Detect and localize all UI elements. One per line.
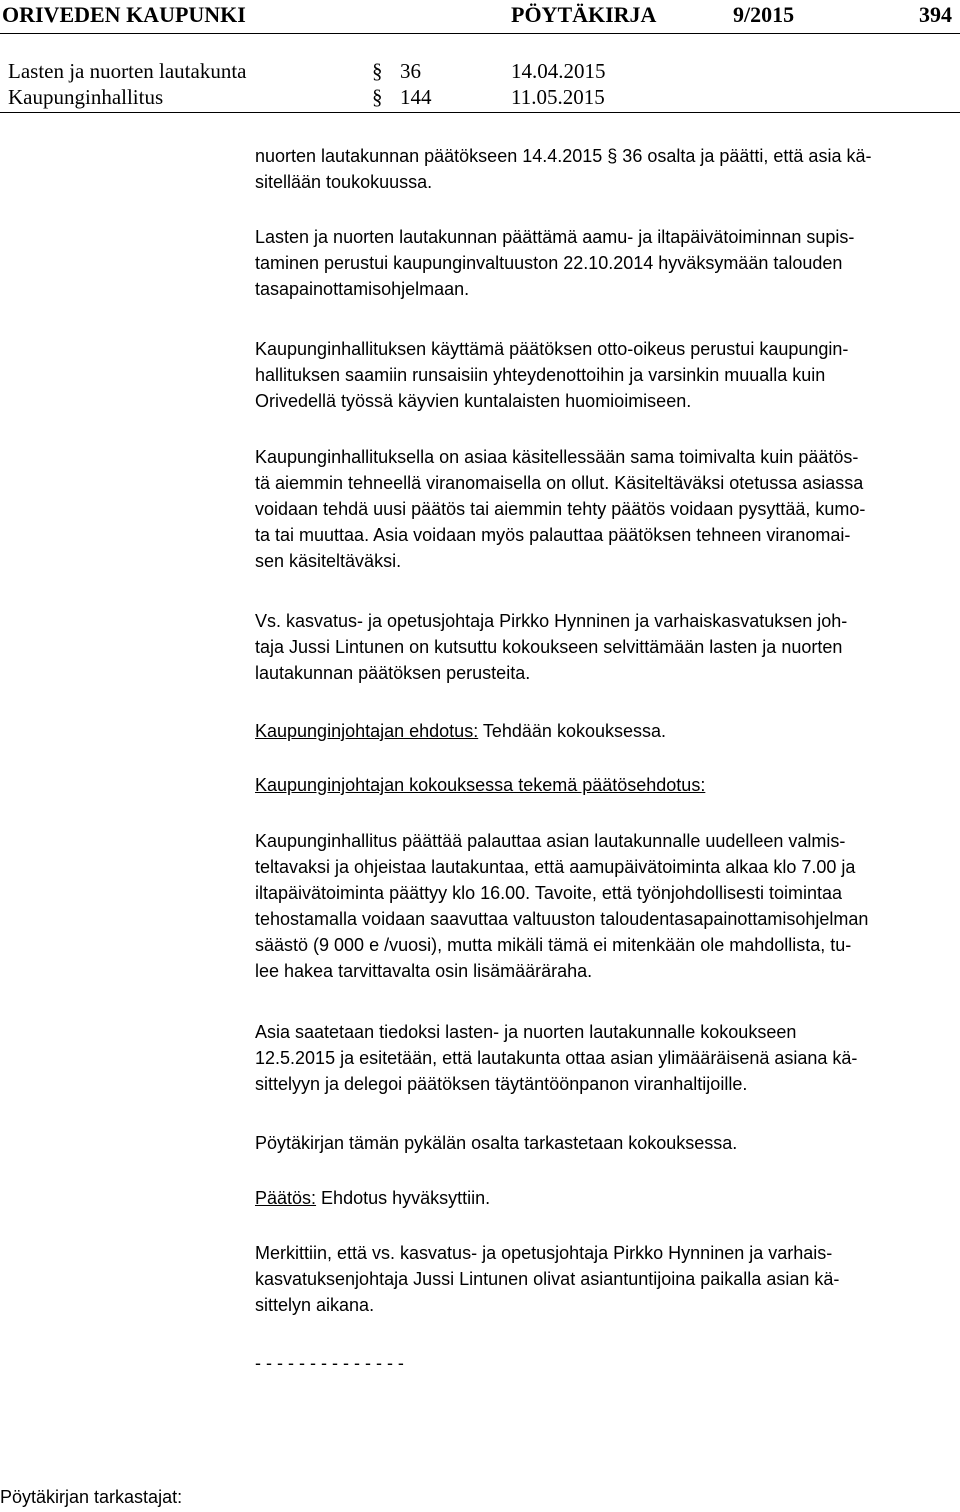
paragraph-9 — [255, 1240, 960, 1318]
meta-number-2: 144 — [400, 85, 432, 109]
separator-dashes: - - - - - - - - - - - - - - — [255, 1353, 404, 1373]
paragraph-line: taminen perustui kaupunginvaltuuston 22.10.2014 hyväksymään talouden — [255, 253, 843, 273]
paragraph-line: tasapainottamisohjelmaan. — [255, 279, 470, 299]
issue-number: 9/2015 — [733, 2, 795, 27]
section-mark-2: § — [372, 85, 383, 109]
paragraph-line: lautakunnan päätöksen perusteita. — [255, 663, 531, 683]
paragraph-line: Asia saatetaan tiedoksi lasten- ja nuorten lautakunnalle kokoukseen — [255, 1022, 797, 1042]
paragraph-line: säästö (9 000 e /vuosi), mutta mikäli tämä ei mitenkään ole mahdollista, tu- — [255, 935, 852, 955]
decision-text: Ehdotus hyväksyttiin. — [316, 1188, 491, 1208]
paragraph-4 — [255, 444, 960, 574]
paragraph-line: hallituksen saamiin runsaisiin yhteydenottoihin ja varsinkin muualla kuin — [255, 365, 826, 385]
paragraph-line: 12.5.2015 ja esitetään, että lautakunta ottaa asian ylimääräisenä asiana kä- — [255, 1048, 858, 1068]
paragraph-line: tehostamalla voidaan saavuttaa valtuuston taloudentasapainottamisohjelman — [255, 909, 869, 929]
paragraph-2 — [255, 224, 960, 302]
paragraph-line: sittelyyn ja delegoi päätöksen täytäntöönpanon viranhaltijoille. — [255, 1074, 748, 1094]
paragraph-line: kasvatuksenjohtaja Jussi Lintunen olivat asiantuntijoina paikalla asian kä- — [255, 1269, 840, 1289]
document-type: PÖYTÄKIRJA — [511, 2, 657, 27]
paragraph-line: Kaupunginhallitus päättää palauttaa asian lautakunnalle uudelleen valmis- — [255, 831, 846, 851]
meeting-proposal-heading — [255, 772, 960, 798]
footer-reviewers-label: Pöytäkirjan tarkastajat: — [0, 1487, 183, 1507]
paragraph-line: Orivedellä työssä käyvien kuntalaisten huomioimiseen. — [255, 391, 692, 411]
meta-body-2: Kaupunginhallitus — [8, 85, 164, 109]
mayor-proposal-label: Kaupunginjohtajan ehdotus: — [255, 721, 479, 741]
paragraph-line: nuorten lautakunnan päätökseen 14.4.2015 § 36 osalta ja päätti, että asia kä- — [255, 146, 872, 166]
paragraph-line: teltavaksi ja ohjeistaa lautakuntaa, että aamupäivätoiminta alkaa klo 7.00 ja — [255, 857, 856, 877]
paragraph-7 — [255, 1019, 960, 1097]
paragraph-line: tä aiemmin tehneellä viranomaisella on ollut. Käsiteltäväksi otetussa asiassa — [255, 473, 864, 493]
paragraph-line: lee hakea tarvittavalta osin lisämääräraha. — [255, 961, 593, 981]
paragraph-line: ta tai muuttaa. Asia voidaan myös palauttaa päätöksen tehneen viranomai- — [255, 525, 851, 545]
paragraph-line: Merkittiin, että vs. kasvatus- ja opetusjohtaja Pirkko Hynninen ja varhais- — [255, 1243, 833, 1263]
decision-label: Päätös: — [255, 1188, 317, 1208]
paragraph-line: Kaupunginhallituksella on asiaa käsitellessään sama toimivalta kuin päätös- — [255, 447, 859, 467]
mayor-proposal-text: Tehdään kokouksessa. — [478, 721, 666, 741]
mayor-proposal — [255, 718, 960, 744]
page-number: 394 — [919, 2, 952, 27]
paragraph-line: taja Jussi Lintunen on kutsuttu kokoukseen selvittämään lasten ja nuorten — [255, 637, 843, 657]
paragraph-3 — [255, 336, 960, 414]
paragraph-line: Vs. kasvatus- ja opetusjohtaja Pirkko Hynninen ja varhaiskasvatuksen joh- — [255, 611, 848, 631]
organization-name: ORIVEDEN KAUPUNKI — [2, 2, 246, 27]
meta-body-1: Lasten ja nuorten lautakunta — [8, 59, 247, 83]
paragraph-5 — [255, 608, 960, 686]
paragraph-line: sen käsiteltäväksi. — [255, 551, 402, 571]
section-separator — [255, 1350, 960, 1376]
meta-number-1: 36 — [400, 59, 421, 83]
paragraph-1 — [255, 143, 960, 195]
decision — [255, 1185, 960, 1211]
paragraph-6 — [255, 828, 960, 984]
section-mark-1: § — [372, 59, 383, 83]
paragraph-line: sitellään toukokuussa. — [255, 172, 433, 192]
meta-date-1: 14.04.2015 — [511, 59, 606, 83]
paragraph-line: Lasten ja nuorten lautakunnan päättämä aamu- ja iltapäivätoiminnan supis- — [255, 227, 855, 247]
meeting-proposal-label: Kaupunginjohtajan kokouksessa tekemä päätösehdotus: — [255, 775, 706, 795]
paragraph-line: iltapäivätoiminta päättyy klo 16.00. Tavoite, että työnjohdollisesti toimintaa — [255, 883, 843, 903]
header-rule — [0, 33, 960, 34]
meta-date-2: 11.05.2015 — [511, 85, 605, 109]
paragraph-line: Kaupunginhallituksen käyttämä päätöksen otto-oikeus perustui kaupungin- — [255, 339, 849, 359]
meta-rule — [0, 112, 960, 113]
paragraph-line: Pöytäkirjan tämän pykälän osalta tarkastetaan kokouksessa. — [255, 1133, 738, 1153]
paragraph-line: voidaan tehdä uusi päätös tai aiemmin tehty päätös voidaan pysyttää, kumo- — [255, 499, 866, 519]
paragraph-8 — [255, 1130, 960, 1156]
paragraph-line: sittelyn aikana. — [255, 1295, 375, 1315]
